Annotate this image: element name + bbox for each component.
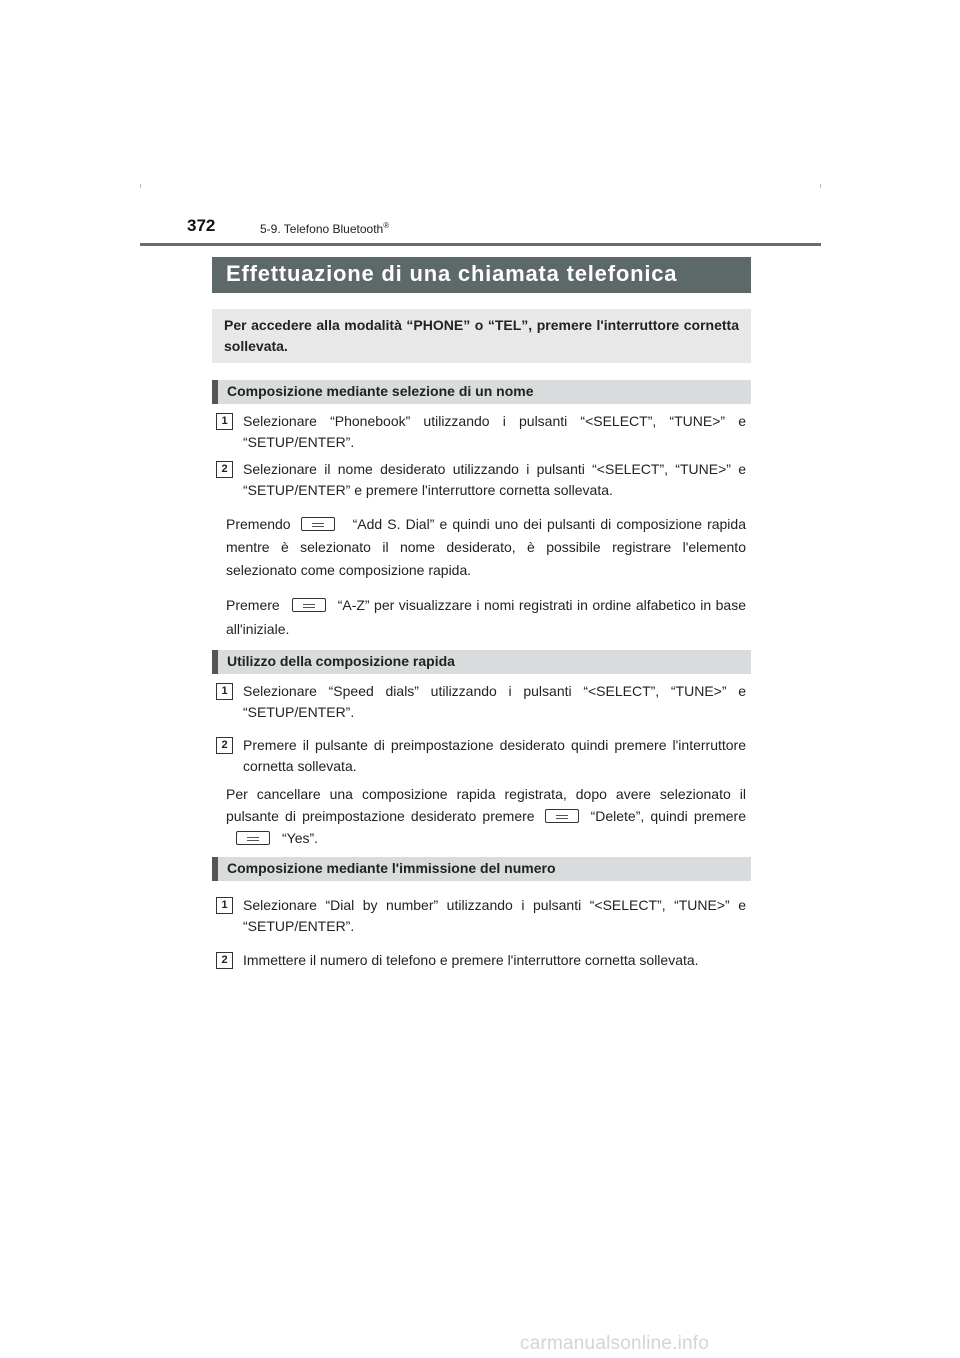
registered-mark: ® bbox=[383, 221, 390, 230]
subheading-number-dial bbox=[212, 857, 751, 881]
section-title: 5-9. Telefono Bluetooth bbox=[260, 222, 384, 236]
subheading-name-dial bbox=[212, 380, 751, 404]
note-a-z bbox=[226, 593, 746, 641]
step-text: Selezionare il nome desiderato utilizzando i pulsanti “<SELECT”, “TUNE>” e “SETUP/ENTER” e premere l'interruttore cornetta sollevata. bbox=[243, 461, 746, 498]
subheading-label: Composizione mediante selezione di un nome bbox=[227, 383, 534, 399]
steering-switch-button-icon bbox=[236, 831, 270, 845]
steering-switch-button-icon bbox=[545, 809, 579, 823]
section-header bbox=[260, 221, 389, 236]
step-number: 2 bbox=[216, 737, 233, 754]
subheading-label: Utilizzo della composizione rapida bbox=[227, 653, 455, 669]
step-text: Selezionare “Speed dials” utilizzando i pulsanti “<SELECT”, “TUNE>” e “SETUP/ENTER”. bbox=[243, 683, 746, 720]
page-number: 372 bbox=[187, 216, 216, 235]
step-number: 1 bbox=[216, 413, 233, 430]
note-add-speed-dial bbox=[226, 513, 746, 582]
step-number: 2 bbox=[216, 952, 233, 969]
note-text: “Yes”. bbox=[282, 830, 319, 846]
note-text: “Delete”, quindi premere bbox=[590, 808, 746, 824]
watermark: carmanualsonline.info bbox=[520, 1333, 710, 1354]
subheading-speed-dial bbox=[212, 650, 751, 674]
title-bar bbox=[212, 257, 751, 293]
crop-mark bbox=[140, 184, 141, 188]
note-delete-speed-dial bbox=[226, 783, 746, 849]
steering-switch-button-icon bbox=[301, 517, 335, 531]
step-text: Immettere il numero di telefono e premere l'interruttore cornetta sollevata. bbox=[243, 952, 699, 968]
step-text: Premere il pulsante di preimpostazione desiderato quindi premere l'interruttore cornetta sollevata. bbox=[243, 737, 746, 774]
note-text: Premendo bbox=[226, 516, 291, 532]
note-text: “Add S. Dial” e quindi uno dei pulsanti di composizione rapida mentre è selezionato il nome desiderato, è possibile registrare l'elemento selezionato come composizione rapida. bbox=[226, 516, 746, 578]
intro-box: Per accedere alla modalità “PHONE” o “TEL”, premere l'interruttore cornetta sollevata. bbox=[212, 309, 751, 363]
steering-switch-button-icon bbox=[292, 598, 326, 612]
crop-mark bbox=[820, 184, 821, 188]
note-text: Per cancellare una composizione rapida registrata, dopo avere selezionato il pulsante di preimpostazione desiderato premere bbox=[226, 786, 746, 824]
page-title: Effettuazione di una chiamata telefonica bbox=[226, 261, 678, 286]
step-number: 1 bbox=[216, 897, 233, 914]
step-text: Selezionare “Dial by number” utilizzando i pulsanti “<SELECT”, “TUNE>” e “SETUP/ENTER”. bbox=[243, 897, 746, 934]
step-number: 1 bbox=[216, 683, 233, 700]
note-text: Premere bbox=[226, 597, 280, 613]
subheading-label: Composizione mediante l'immissione del numero bbox=[227, 860, 556, 876]
step-number: 2 bbox=[216, 461, 233, 478]
step-text: Selezionare “Phonebook” utilizzando i pulsanti “<SELECT”, “TUNE>” e “SETUP/ENTER”. bbox=[243, 413, 746, 450]
note-text: “A-Z” per visualizzare i nomi registrati in ordine alfabetico in base all'iniziale. bbox=[226, 597, 746, 637]
header-rule bbox=[140, 243, 821, 246]
